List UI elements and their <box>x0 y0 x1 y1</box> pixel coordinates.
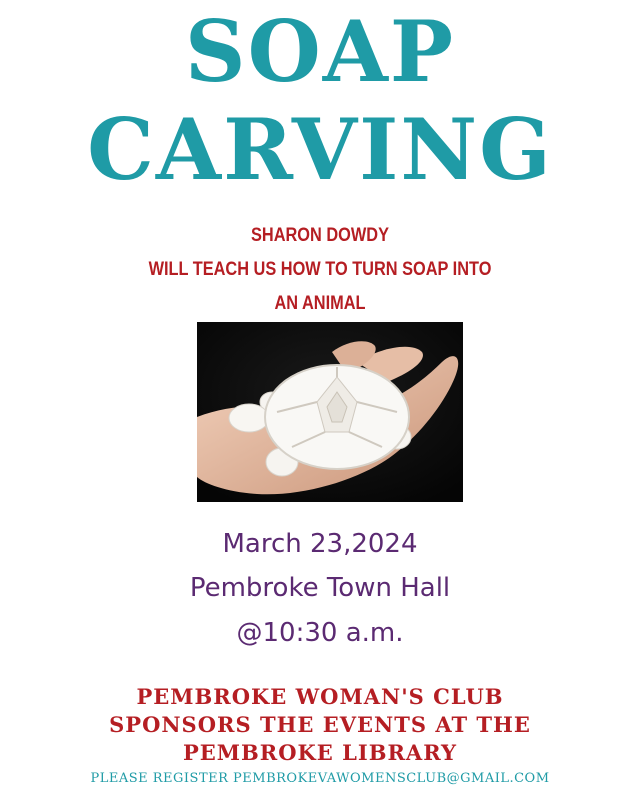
soap-turtle-illustration <box>197 322 463 502</box>
event-time: @10:30 a.m. <box>236 618 404 648</box>
event-location: Pembroke Town Hall <box>189 573 451 603</box>
event-date: March 23,2024 <box>222 529 418 559</box>
presenter-description-line-2: AN ANIMAL <box>274 293 366 314</box>
sponsor-line-2: SPONSORS THE EVENTS AT THE <box>109 712 531 737</box>
presenter-description-line-1: WILL TEACH US HOW TO TURN SOAP INTO <box>148 259 492 280</box>
presenter-name: SHARON DOWDY <box>250 225 389 246</box>
sponsor-line-1: PEMBROKE WOMAN'S CLUB <box>136 684 504 709</box>
registration-contact: PLEASE REGISTER PEMBROKEVAWOMENSCLUB@GMAIL.COM <box>90 771 550 786</box>
soap-turtle-photo <box>197 322 463 502</box>
title-line-2: CARVING <box>87 100 553 199</box>
title-line-1: SOAP <box>184 2 456 101</box>
sponsor-line-3: PEMBROKE LIBRARY <box>183 740 457 765</box>
